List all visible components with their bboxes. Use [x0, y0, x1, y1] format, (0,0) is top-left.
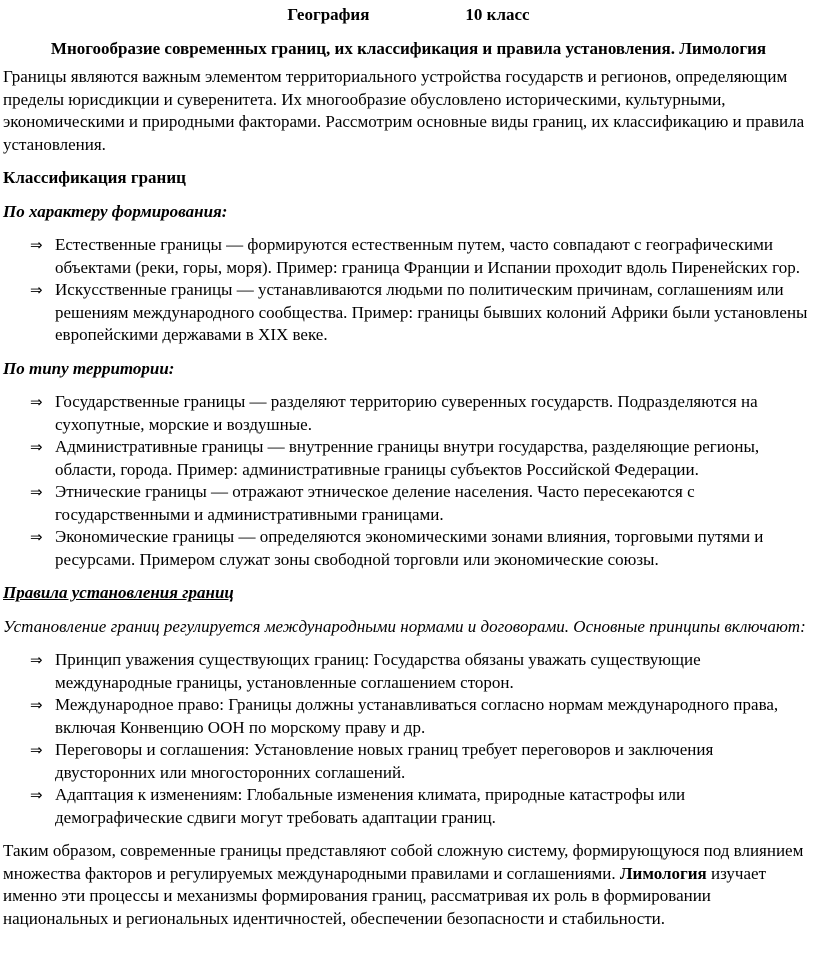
limology-term: Лимология	[619, 863, 707, 883]
double-arrow-icon: ⇒	[30, 696, 43, 714]
subject-label: География	[287, 5, 370, 24]
by-formation-heading: По характеру формирования:	[3, 201, 228, 221]
document-header	[3, 4, 814, 27]
list-item: ⇒ Переговоры и соглашения: Установление новых границ требует переговоров и заключения двусторонних или многосторонних соглашений.	[30, 740, 714, 782]
list-item: ⇒ Административные границы — внутренние границы внутри государства, разделяющие регионы, области, города. Пример: административные границы субъектов Российской Федерации.	[30, 437, 760, 479]
double-arrow-icon: ⇒	[30, 236, 43, 254]
list-item: ⇒ Государственные границы — разделяют территорию суверенных государств. Подразделяются на сухопутные, морские и воздушные.	[30, 392, 758, 434]
rules-heading: Правила установления границ	[3, 583, 234, 602]
double-arrow-icon: ⇒	[30, 483, 43, 501]
list-item: ⇒ Адаптация к изменениям: Глобальные изменения климата, природные катастрофы или демографические сдвиги могут требовать адаптации границ.	[30, 785, 686, 827]
by-formation-list	[3, 234, 814, 347]
rules-intro: Установление границ регулируется международными нормами и договорами. Основные принципы включают:	[3, 616, 806, 636]
double-arrow-icon: ⇒	[30, 393, 43, 411]
double-arrow-icon: ⇒	[30, 651, 43, 669]
list-item: ⇒ Принцип уважения существующих границ: Государства обязаны уважать существующие международные границы, установленные соглашением сторон.	[30, 650, 701, 692]
double-arrow-icon: ⇒	[30, 528, 43, 546]
double-arrow-icon: ⇒	[30, 741, 43, 759]
list-item: ⇒ Искусственные границы — устанавливаются людьми по политическим причинам, соглашениям или решениям международного сообщества. Пример: границы бывших колоний Африки были установлены европейскими державами в XIX веке.	[30, 280, 808, 344]
rules-list	[3, 649, 814, 829]
list-item: ⇒ Экономические границы — определяются экономическими зонами влияния, торговыми путями и ресурсами. Примером служат зоны свободной торговли или экономические союзы.	[30, 527, 764, 569]
classification-heading: Классификация границ	[3, 168, 186, 187]
conclusion-paragraph: Таким образом, современные границы представляют собой сложную систему, формирующуюся под влиянием множества факторов и регулируемых международными правилами и соглашениями. Лимология изучает именно эти процессы и механизмы формирования границ, рассматривая их роль в формировании национальных и региональных идентичностей, обеспечении безопасности и стабильности.	[3, 841, 804, 928]
double-arrow-icon: ⇒	[30, 786, 43, 804]
by-territory-list	[3, 391, 814, 571]
document-title: Многообразие современных границ, их классификация и правила установления. Лимология	[50, 38, 767, 58]
double-arrow-icon: ⇒	[30, 281, 43, 299]
list-item: ⇒ Этнические границы — отражают этническое деление населения. Часто пересекаются с государственными и административными границами.	[30, 482, 695, 524]
list-item: ⇒ Естественные границы — формируются естественным путем, часто совпадают с географическими объектами (реки, горы, моря). Пример: граница Франции и Испании проходит вдоль Пиренейских гор.	[30, 235, 800, 277]
list-item: ⇒ Международное право: Границы должны устанавливаться согласно нормам международного права, включая Конвенцию ООН по морскому праву и др.	[30, 695, 779, 737]
grade-label: 10 класс	[465, 5, 530, 24]
intro-paragraph: Границы являются важным элементом территориального устройства государств и регионов, определяющим пределы юрисдикции и суверенитета. Их многообразие обусловлено историческими, культурными, экономическими и природными факторами. Рассмотрим основные виды границ, их классификацию и правила установления.	[3, 67, 805, 154]
double-arrow-icon: ⇒	[30, 438, 43, 456]
by-territory-heading: По типу территории:	[3, 358, 175, 378]
